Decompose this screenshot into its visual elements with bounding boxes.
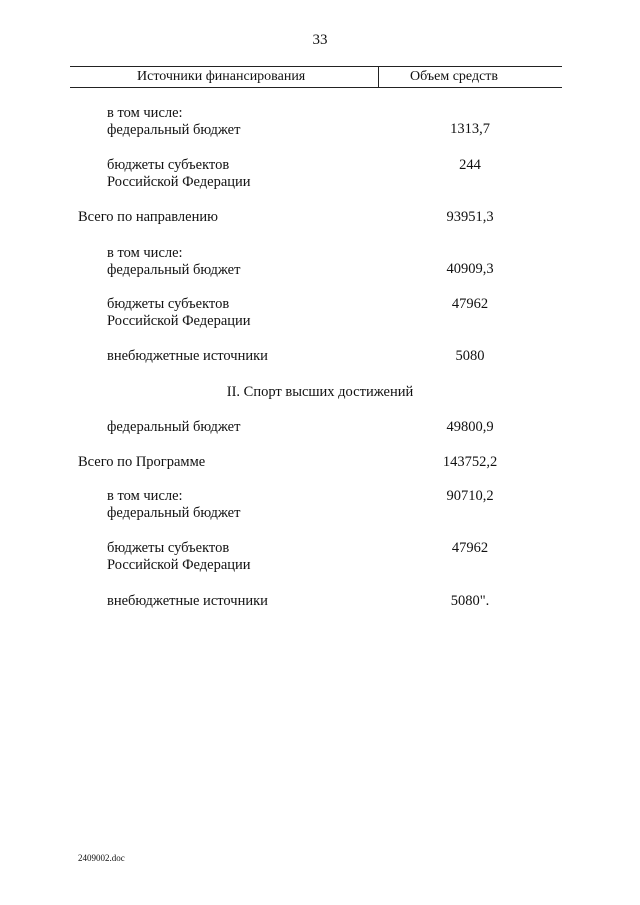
page-number: 33 [312,32,328,48]
header-sources: Источники финансирования [137,69,306,84]
header-bottom-rule [70,87,562,88]
header-column-divider [378,66,379,88]
row-label-line1: бюджеты субъектов [107,296,230,312]
row-label-line2: Российской Федерации [107,174,251,190]
row-label-line1: бюджеты субъектов [107,540,230,556]
row-value: 5080". [450,593,490,609]
row-label-line1: бюджеты субъектов [107,157,230,173]
row-label: внебюджетные источники [107,593,268,609]
row-value: 40909,3 [446,261,494,277]
row-value: 93951,3 [446,209,494,225]
row-label [107,105,240,139]
row-label-total: Всего по Программе [78,454,206,470]
section-title: II. Спорт высших достижений [226,384,414,400]
row-label-line2: федеральный бюджет [107,262,241,278]
row-label-line1: в том числе: [107,488,183,504]
row-label-line2: Российской Федерации [107,313,251,329]
row-value: 90710,2 [446,488,494,504]
row-value: 244 [459,157,481,173]
row-value: 47962 [451,540,489,556]
row-value: 47962 [451,296,489,312]
row-label-line1: в том числе: [107,105,183,121]
row-label-line2: Российской Федерации [107,557,251,573]
row-label [107,540,251,574]
row-label-line1: в том числе: [107,245,183,261]
row-value: 143752,2 [442,454,498,470]
row-value: 5080 [455,348,485,364]
row-label [107,245,240,279]
row-label-total: Всего по направлению [78,209,218,225]
row-label [107,157,251,191]
footer-filename: 2409002.doc [78,853,125,863]
row-label-line2: федеральный бюджет [107,505,241,521]
header-amount: Объем средств [410,69,499,84]
row-value: 1313,7 [450,121,490,137]
row-label: внебюджетные источники [107,348,268,364]
row-label: федеральный бюджет [107,419,241,435]
row-value: 49800,9 [446,419,494,435]
row-label [107,488,240,522]
row-label [107,296,251,330]
header-top-rule [70,66,562,67]
row-label-line2: федеральный бюджет [107,122,241,138]
